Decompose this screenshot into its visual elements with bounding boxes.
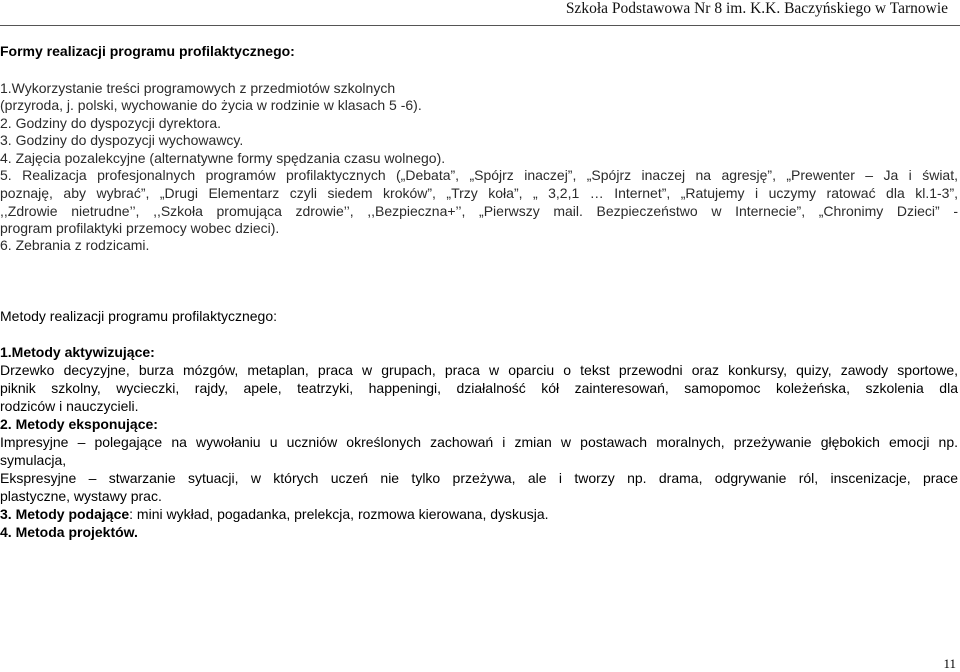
page-header: Szkoła Podstawowa Nr 8 im. K.K. Baczyńskiego w Tarnowie — [565, 0, 948, 17]
method-1-line-2: piknik szkolny, wycieczki, rajdy, apele, teatrzyki, happeningi, działalność kół zainteresowań, samopomoc koleżeńska, szkolenia dla — [0, 380, 958, 396]
forms-heading: Formy realizacji programu profilaktycznego: — [0, 43, 295, 59]
method-3-text: : mini wykład, pogadanka, prelekcja, rozmowa kierowana, dyskusja. — [129, 506, 549, 522]
forms-item-5-line-1: 5. Realizacja profesjonalnych programów profilaktycznych („Debata”, „Spójrz inaczej”, „Spójrz inaczej na agresję”, „Prewenter – Ja i świat, — [0, 167, 958, 183]
method-1-label: 1.Metody aktywizujące: — [0, 344, 155, 360]
forms-item-1-line-1: 1.Wykorzystanie treści programowych z przedmiotów szkolnych — [0, 80, 396, 96]
forms-item-6: 6. Zebrania z rodzicami. — [0, 237, 150, 253]
method-2-line-4: plastyczne, wystawy prac. — [0, 488, 162, 504]
forms-item-5-line-3: ,,Zdrowie nietrudne’’, ,,Szkoła promująca zdrowie’’, ,,Bezpieczna+’’, „Pierwszy mail. Bezpieczeństwo w Internecie”, „Chronimy Dzieci” - — [0, 203, 958, 219]
method-3-label: 3. Metody podające — [0, 506, 130, 522]
forms-item-1-line-2: (przyroda, j. polski, wychowanie do życia w rodzinie w klasach 5 -6). — [0, 97, 422, 113]
method-1-line-1: Drzewko decyzyjne, burza mózgów, metaplan, praca w grupach, praca w oparciu o tekst przewodni oraz konkursy, quizy, zawody sportowe, — [0, 362, 958, 378]
method-2-line-1: Impresyjne – polegające na wywołaniu u uczniów określonych zachowań i zmian w postawach moralnych, przeżywanie głębokich emocji np. — [0, 434, 958, 450]
method-3 — [0, 506, 549, 523]
page-number: 11 — [943, 656, 956, 671]
method-2-label: 2. Metody eksponujące: — [0, 416, 158, 432]
header-rule — [0, 25, 960, 26]
method-1-line-3: rodziców i nauczycieli. — [0, 398, 139, 414]
methods-heading: Metody realizacji programu profilaktycznego: — [0, 308, 278, 324]
forms-item-5-line-4: program profilaktyki przemocy wobec dzieci). — [0, 220, 280, 236]
forms-item-2: 2. Godziny do dyspozycji dyrektora. — [0, 115, 221, 131]
forms-item-4: 4. Zajęcia pozalekcyjne (alternatywne formy spędzania czasu wolnego). — [0, 150, 446, 166]
method-2-line-3: Ekspresyjne – stwarzanie sytuacji, w których uczeń nie tylko przeżywa, ale i tworzy np. drama, odgrywanie ról, inscenizacje, prace — [0, 470, 958, 486]
forms-item-3: 3. Godziny do dyspozycji wychowawcy. — [0, 132, 244, 148]
forms-item-5-line-2: poznaję, aby wybrać”, „Drugi Elementarz czyli siedem kroków”, „Trzy koła”, „ 3,2,1 … Internet”, „Ratujemy i uczymy ratować dla kl.1-3”, — [0, 185, 958, 201]
method-2-line-2: symulacja, — [0, 452, 67, 468]
method-4-label: 4. Metoda projektów. — [0, 524, 138, 540]
